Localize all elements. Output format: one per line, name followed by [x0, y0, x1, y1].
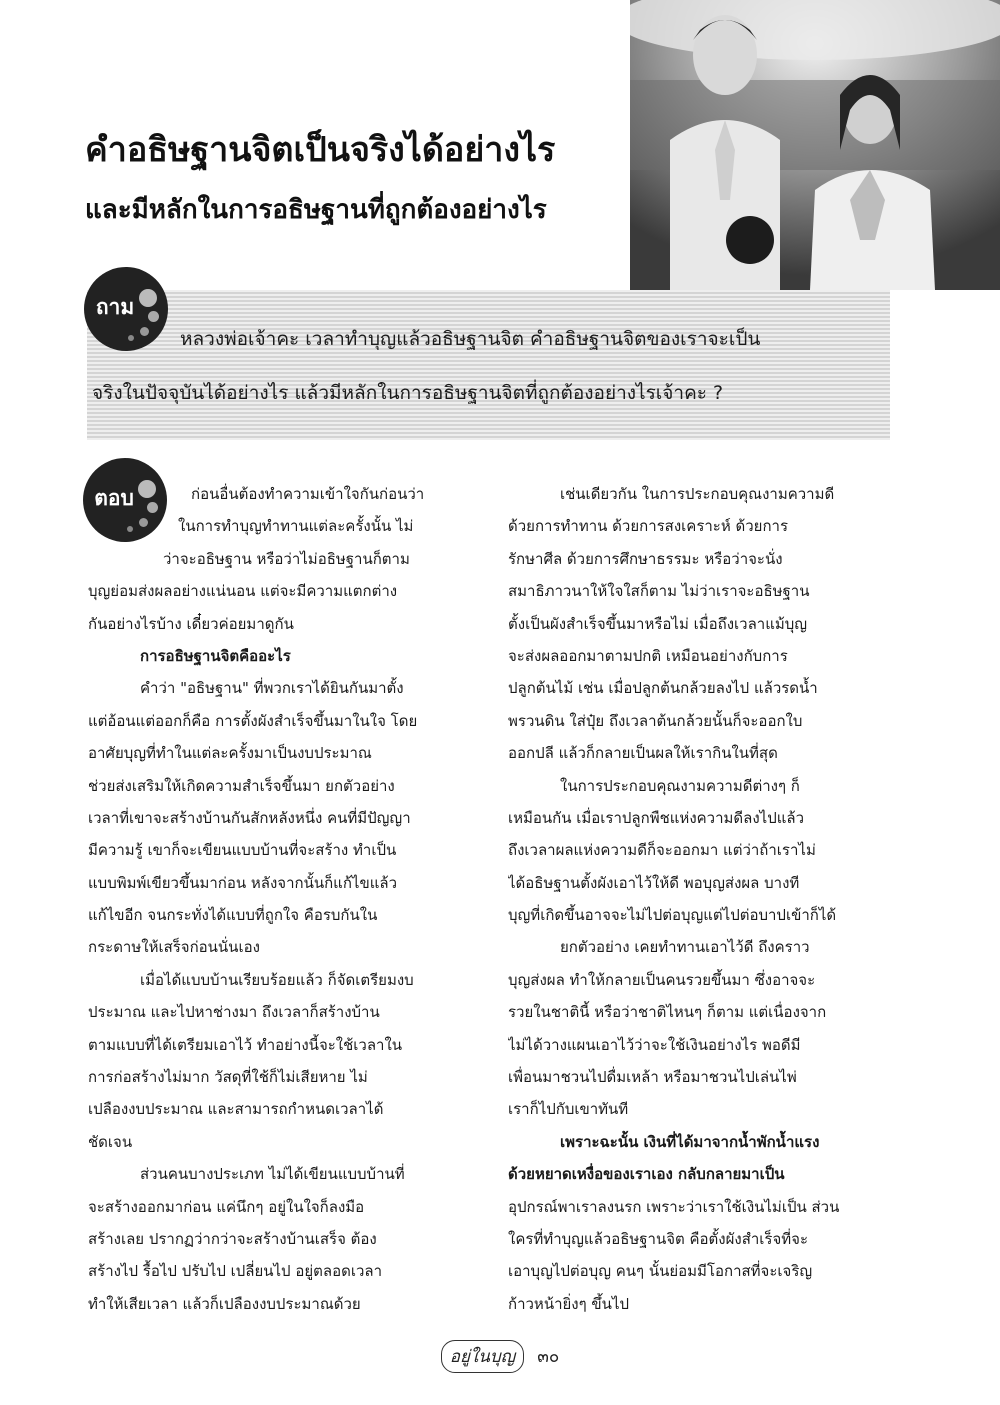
- body-line: ปลูกต้นไม้ เช่น เมื่อปลูกต้นกล้วยลงไป แล้วรดน้ำ: [508, 679, 818, 698]
- body-line: ด้วยหยาดเหงื่อของเราเอง กลับกลายมาเป็น: [508, 1165, 785, 1184]
- body-line: เวลาที่เขาจะสร้างบ้านกันสักหลังหนึ่ง คนที่มีปัญญา: [88, 808, 411, 827]
- page-footer: [0, 1340, 1000, 1373]
- body-line: ตามแบบที่ได้เตรียมเอาไว้ ทำอย่างนี้จะใช้เวลาใน: [88, 1035, 403, 1054]
- body-line: ประมาณ และไปหาช่างมา ถึงเวลาก็สร้างบ้าน: [88, 1003, 380, 1022]
- article-subtitle: และมีหลักในการอธิษฐานที่ถูกต้องอย่างไร: [85, 195, 547, 225]
- body-line: เมื่อได้แบบบ้านเรียบร้อยแล้ว ก็จัดเตรียมงบ: [140, 970, 414, 989]
- body-line: ใครที่ทำบุญแล้วอธิษฐานจิต คือตั้งผังสำเร็จที่จะ: [508, 1229, 809, 1248]
- article-title: คำอธิษฐานจิตเป็นจริงได้อย่างไร: [85, 130, 556, 170]
- article-title-block: [85, 130, 625, 228]
- body-line: บุญย่อมส่งผลอย่างแน่นอน แต่จะมีความแตกต่าง: [88, 582, 398, 601]
- body-line: รวยในชาตินี้ หรือว่าชาติไหนๆ ก็ตาม แต่เนื่องจาก: [508, 1003, 827, 1022]
- answer-column-left: [88, 478, 468, 1320]
- section-heading: การอธิษฐานจิตคืออะไร: [140, 646, 291, 665]
- body-line: พรวนดิน ใส่ปุ๋ย ถึงเวลาต้นกล้วยนั้นก็จะออกใบ: [508, 711, 803, 730]
- body-line: สร้างเลย ปรากฏว่ากว่าจะสร้างบ้านเสร็จ ต้อง: [88, 1229, 377, 1248]
- body-line: บุญส่งผล ทำให้กลายเป็นคนรวยขึ้นมา ซึ่งอาจจะ: [508, 970, 816, 989]
- body-line: ในการประกอบคุณงามความดีต่างๆ ก็: [560, 776, 800, 795]
- body-line: ทำให้เสียเวลา แล้วก็เปลืองงบประมาณด้วย: [88, 1294, 361, 1313]
- header-photo: [630, 0, 1000, 290]
- body-line: จะส่งผลออกมาตามปกติ เหมือนอย่างกับการ: [508, 646, 788, 665]
- page-number: ๓๐: [537, 1347, 560, 1367]
- body-line: อาศัยบุญที่ทำในแต่ละครั้งมาเป็นงบประมาณ: [88, 744, 372, 763]
- body-line: กระดาษให้เสร็จก่อนนั่นเอง: [88, 938, 260, 957]
- body-line: ออกปลี แล้วก็กลายเป็นผลให้เรากินในที่สุด: [508, 744, 778, 763]
- body-line: ช่วยส่งเสริมให้เกิดความสำเร็จขึ้นมา ยกตัวอย่าง: [88, 776, 395, 795]
- body-line: ส่วนคนบางประเภท ไม่ได้เขียนแบบบ้านที่: [140, 1165, 405, 1184]
- magazine-logo: อยู่ในบุญ: [441, 1340, 524, 1373]
- body-line: เช่นเดียวกัน ในการประกอบคุณงามความดี: [560, 485, 835, 503]
- body-line: คำว่า "อธิษฐาน" ที่พวกเราได้ยินกันมาตั้ง: [140, 679, 404, 698]
- body-line: อุปกรณ์พาเราลงนรก เพราะว่าเราใช้เงินไม่เป็น ส่วน: [508, 1197, 840, 1216]
- couple-praying-photo: [630, 0, 1000, 290]
- body-line: รักษาศีล ด้วยการศึกษาธรรมะ หรือว่าจะนั่ง: [508, 549, 783, 568]
- body-line: ยกตัวอย่าง เคยทำทานเอาไว้ดี ถึงคราว: [560, 938, 810, 957]
- decorative-dot: [128, 335, 134, 341]
- body-line: เราก็ไปกับเขาทันที: [508, 1100, 629, 1119]
- body-line: แบบพิมพ์เขียวขึ้นมาก่อน หลังจากนั้นก็แก้ไขแล้ว: [88, 873, 398, 892]
- body-line: กันอย่างไรบ้าง เดี๋ยวค่อยมาดูกัน: [88, 614, 294, 633]
- body-line: เพราะฉะนั้น เงินที่ได้มาจากน้ำพักน้ำแรง: [560, 1132, 820, 1151]
- body-line: ด้วยการทำทาน ด้วยการสงเคราะห์ ด้วยการ: [508, 517, 789, 536]
- question-badge: [84, 267, 168, 351]
- decorative-dot: [140, 327, 149, 336]
- body-line: มีความรู้ เขาก็จะเขียนแบบบ้านที่จะสร้าง ทำเป็น: [88, 841, 397, 860]
- body-line: ชัดเจน: [88, 1132, 133, 1151]
- body-line: เอาบุญไปต่อบุญ คนๆ นั้นย่อมมีโอกาสที่จะเจริญ: [508, 1262, 813, 1281]
- question-line-2: จริงในปัจจุบันได้อย่างไร แล้วมีหลักในการอธิษฐานจิตที่ถูกต้องอย่างไรเจ้าคะ ?: [92, 382, 724, 404]
- body-line: ตั้งเป็นผังสำเร็จขึ้นมาหรือไม่ เมื่อถึงเวลาแม้บุญ: [508, 614, 808, 633]
- body-line: ไม่ได้วางแผนเอาไว้ว่าจะใช้เงินอย่างไร พอดีมี: [508, 1035, 801, 1054]
- body-line: เหมือนกัน เมื่อเราปลูกพืชแห่งความดีลงไปแล้ว: [508, 808, 805, 827]
- answer-column-right: [508, 478, 893, 1320]
- question-section: [87, 290, 890, 440]
- answer-badge-label: ตอบ: [94, 486, 134, 510]
- body-line: แต่อ้อนแต่ออกก็คือ การตั้งผังสำเร็จขึ้นมาในใจ โดย: [88, 711, 418, 730]
- body-line: ก่อนอื่นต้องทำความเข้าใจกันก่อนว่า: [191, 485, 425, 503]
- question-badge-label: ถาม: [95, 295, 135, 319]
- decorative-dot: [148, 311, 159, 322]
- body-line: ก้าวหน้ายิ่งๆ ขึ้นไป: [508, 1294, 630, 1313]
- body-line: บุญที่เกิดขึ้นอาจจะไม่ไปต่อบุญแต่ไปต่อบาปเข้าก็ได้: [508, 906, 837, 925]
- question-line-1: หลวงพ่อเจ้าคะ เวลาทำบุญแล้วอธิษฐานจิต คำอธิษฐานจิตของเราจะเป็น: [180, 328, 761, 350]
- body-line: ถึงเวลาผลแห่งความดีก็จะออกมา แต่ว่าถ้าเราไม่: [508, 841, 816, 860]
- body-line: สมาธิภาวนาให้ใจใสก็ตาม ไม่ว่าเราจะอธิษฐาน: [508, 582, 810, 601]
- body-line: ได้อธิษฐานตั้งผังเอาไว้ให้ดี พอบุญส่งผล บางที: [508, 873, 800, 892]
- body-line: สร้างไป รื้อไป ปรับไป เปลี่ยนไป อยู่ตลอดเวลา: [88, 1262, 382, 1281]
- body-line: ว่าจะอธิษฐาน หรือว่าไม่อธิษฐานก็ตาม: [163, 549, 410, 568]
- body-line: เพื่อนมาชวนไปดื่มเหล้า หรือมาชวนไปเล่นไพ่: [508, 1068, 797, 1087]
- body-line: แก้ไขอีก จนกระทั่งได้แบบที่ถูกใจ คือรบกันใน: [88, 906, 378, 925]
- body-line: การก่อสร้างไม่มาก วัสดุที่ใช้ก็ไม่เสียหาย ไม่: [88, 1068, 368, 1087]
- body-line: เปลืองงบประมาณ และสามารถกำหนดเวลาได้: [88, 1100, 384, 1119]
- decorative-dot: [139, 289, 157, 307]
- body-line: จะสร้างออกมาก่อน แค่นึกๆ อยู่ในใจก็ลงมือ: [88, 1197, 365, 1216]
- body-line: ในการทำบุญทำทานแต่ละครั้งนั้น ไม่: [178, 517, 414, 536]
